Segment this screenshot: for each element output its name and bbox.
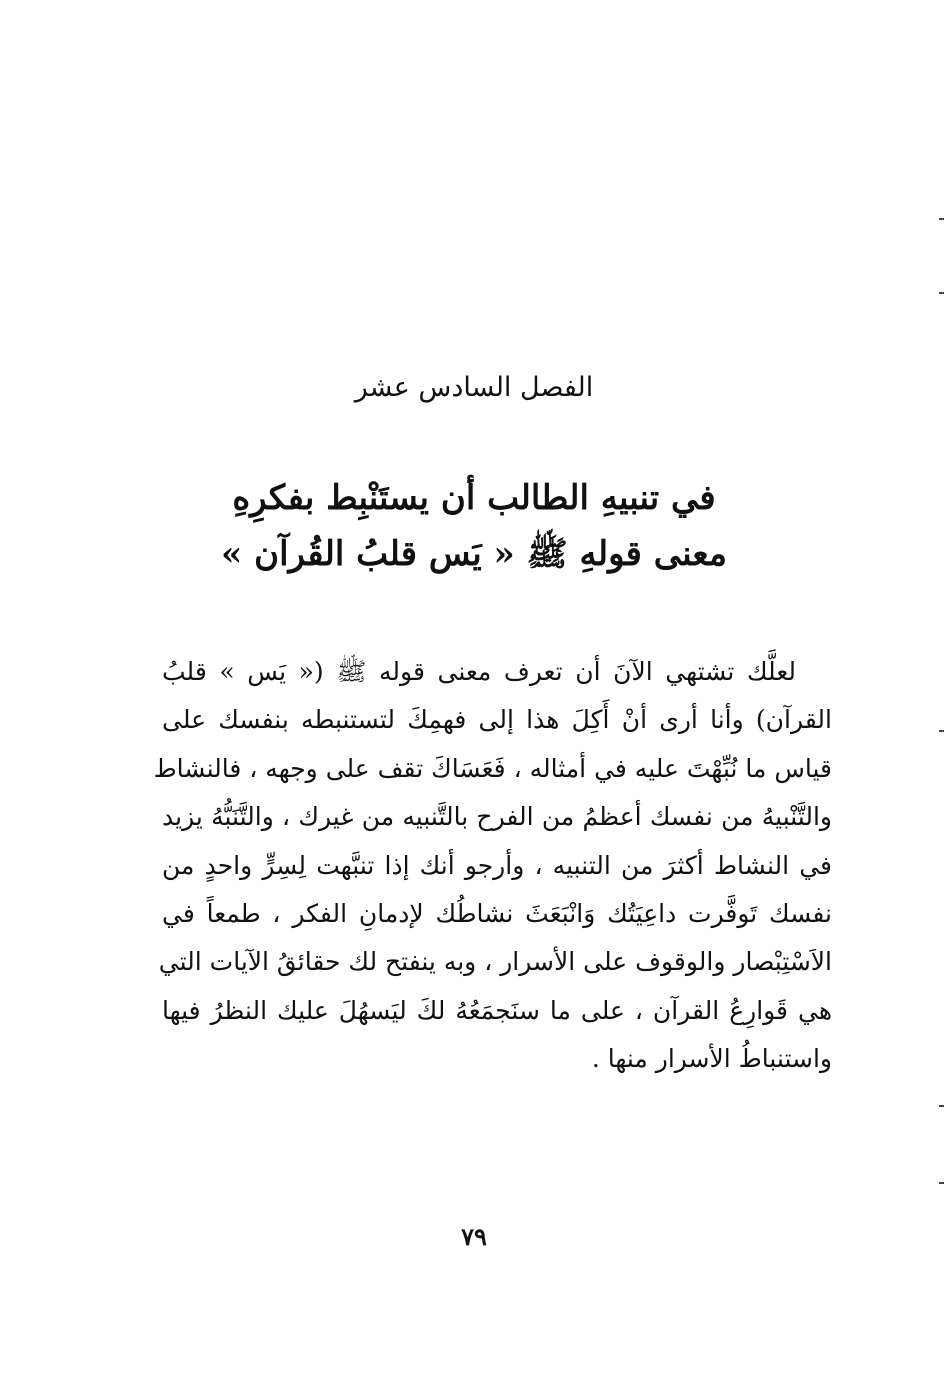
scan-edge-mark: [939, 730, 944, 732]
body-line-5: في النشاط أكثرَ من التنبيه ، وأرجو أنك إذا تنبَّهت لِسِرٍّ واحدٍ من: [162, 850, 832, 880]
body-line-4: والتَّنْبيهُ من نفسك أعظمُ من الفرح بالتَّنبيه من غيرك ، والتَّنَبُّهُ يزيد: [162, 802, 832, 832]
scan-edge-mark: [939, 218, 944, 220]
body-line-6: نفسك تَوفَّرت داعِيَتُك وَانْبَعَثَ نشاطُك لإدمانِ الفكر ، طمعاً في: [162, 898, 832, 928]
scan-edge-mark: [939, 292, 944, 294]
scan-edge-mark: [939, 1182, 944, 1184]
chapter-title: [0, 470, 948, 582]
body-line-1: لعلَّك تشتهي الآنَ أن تعرف معنى قوله ﷺ (« يَس » قلبُ: [162, 657, 796, 686]
chapter-title-line-2: معنى قولهِ ﷺ « يَس قلبُ القُرآن »: [221, 534, 727, 574]
chapter-heading: الفصل السادس عشر: [354, 372, 594, 403]
scan-edge-mark: [939, 1105, 944, 1107]
body-paragraph: [153, 648, 832, 1084]
body-line-8: هي قَوارِعُ القرآن ، على ما سنَجمَعُهُ لكَ ليَسهُلَ عليك النظرُ فيها: [162, 995, 832, 1025]
chapter-title-line-1: في تنبيهِ الطالب أن يستَنْبِط بفكرِهِ: [232, 478, 716, 518]
body-line-3: قياس ما نُبِّهْتَ عليه في أمثاله ، فَعَسَاكَ تقف على وجهه ، فالنشاط: [153, 753, 832, 783]
body-line-2: القرآن) وأنا أرى أنْ أَكِلَ هذا إلى فهمِكَ لتستنبطه بنفسك على: [162, 705, 832, 735]
body-line-9: واستنباطُ الأسرار منها .: [591, 1044, 832, 1074]
page-number: ٧٩: [461, 1222, 487, 1251]
body-line-7: الاَسْتِبْصار والوقوف على الأسرار ، وبه ينفتح لك حقائقُ الآيات التي: [158, 947, 832, 977]
